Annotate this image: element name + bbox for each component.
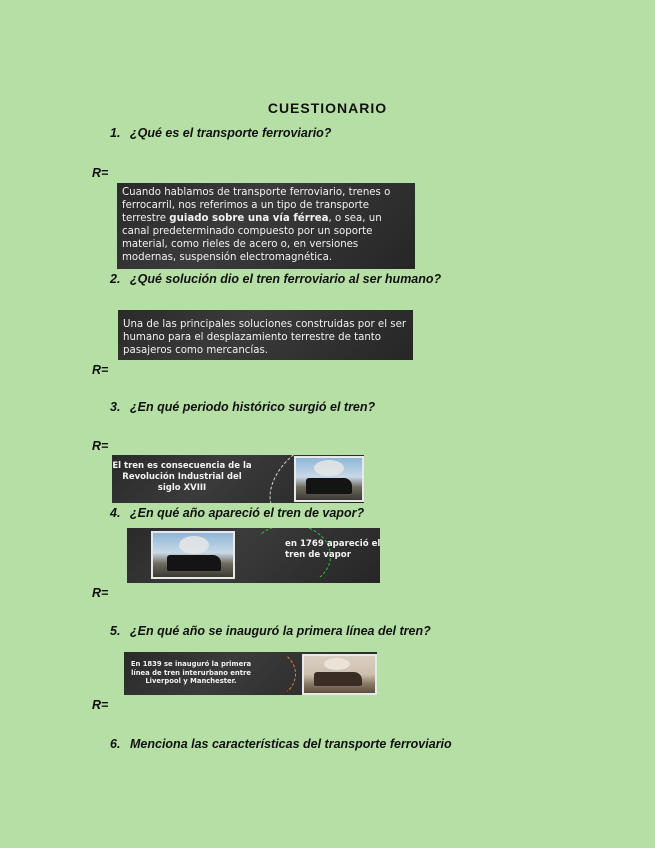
question-number: 4. <box>110 506 121 520</box>
answer-label: R= <box>92 586 109 600</box>
steam-locomotive-photo <box>294 456 364 502</box>
steam-locomotive-photo <box>302 654 377 695</box>
question-1 <box>110 126 331 140</box>
page-title: CUESTIONARIO <box>267 100 388 116</box>
question-number: 3. <box>110 400 121 414</box>
question-6 <box>110 737 452 751</box>
question-number: 1. <box>110 126 121 140</box>
answer-image-1 <box>117 183 415 269</box>
steam-locomotive-photo <box>151 531 235 579</box>
question-number: 2. <box>110 272 121 286</box>
answer-label: R= <box>92 698 109 712</box>
question-3 <box>110 400 375 414</box>
answer-text-5: En 1839 se inauguró la primera línea de tren interurbano entre Liverpool y Manchester. <box>130 660 252 686</box>
question-text: ¿Qué es el transporte ferroviario? <box>130 126 332 140</box>
question-number: 6. <box>110 737 121 751</box>
question-4 <box>110 506 364 520</box>
question-number: 5. <box>110 624 121 638</box>
answer-image-5 <box>124 652 377 695</box>
question-text: ¿En qué año apareció el tren de vapor? <box>130 506 365 520</box>
answer-text-1: Cuando hablamos de transporte ferroviario, trenes o ferrocarril, nos referimos a un tipo de transporte terrestre guiado sobre una vía férrea, o sea, un canal predeterminado compuesto por un soporte material, como rieles de acero o, en versiones modernas, suspensión electromagnética. <box>122 187 391 264</box>
answer-image-3 <box>112 455 364 503</box>
answer-image-4 <box>127 528 380 583</box>
answer-text-4: en 1769 apareció el tren de vapor <box>285 539 380 560</box>
answer-image-2 <box>118 310 413 360</box>
question-text: ¿Qué solución dio el tren ferroviario al ser humano? <box>130 272 442 286</box>
dashed-curve-decoration <box>234 652 296 695</box>
question-2 <box>110 272 441 286</box>
question-text: ¿En qué año se inauguró la primera línea del tren? <box>130 624 431 638</box>
answer-label: R= <box>92 439 109 453</box>
answer-label: R= <box>92 166 109 180</box>
answer-text-3: El tren es consecuencia de la Revolución Industrial del siglo XVIII <box>112 461 252 493</box>
answer-label: R= <box>92 363 109 377</box>
question-text: ¿En qué periodo histórico surgió el tren? <box>130 400 376 414</box>
question-5 <box>110 624 431 638</box>
answer-text-2: Una de las principales soluciones construidas por el ser humano para el desplazamiento terrestre de tanto pasajeros como mercancías. <box>123 319 407 357</box>
question-text: Menciona las características del transporte ferroviario <box>130 737 452 751</box>
